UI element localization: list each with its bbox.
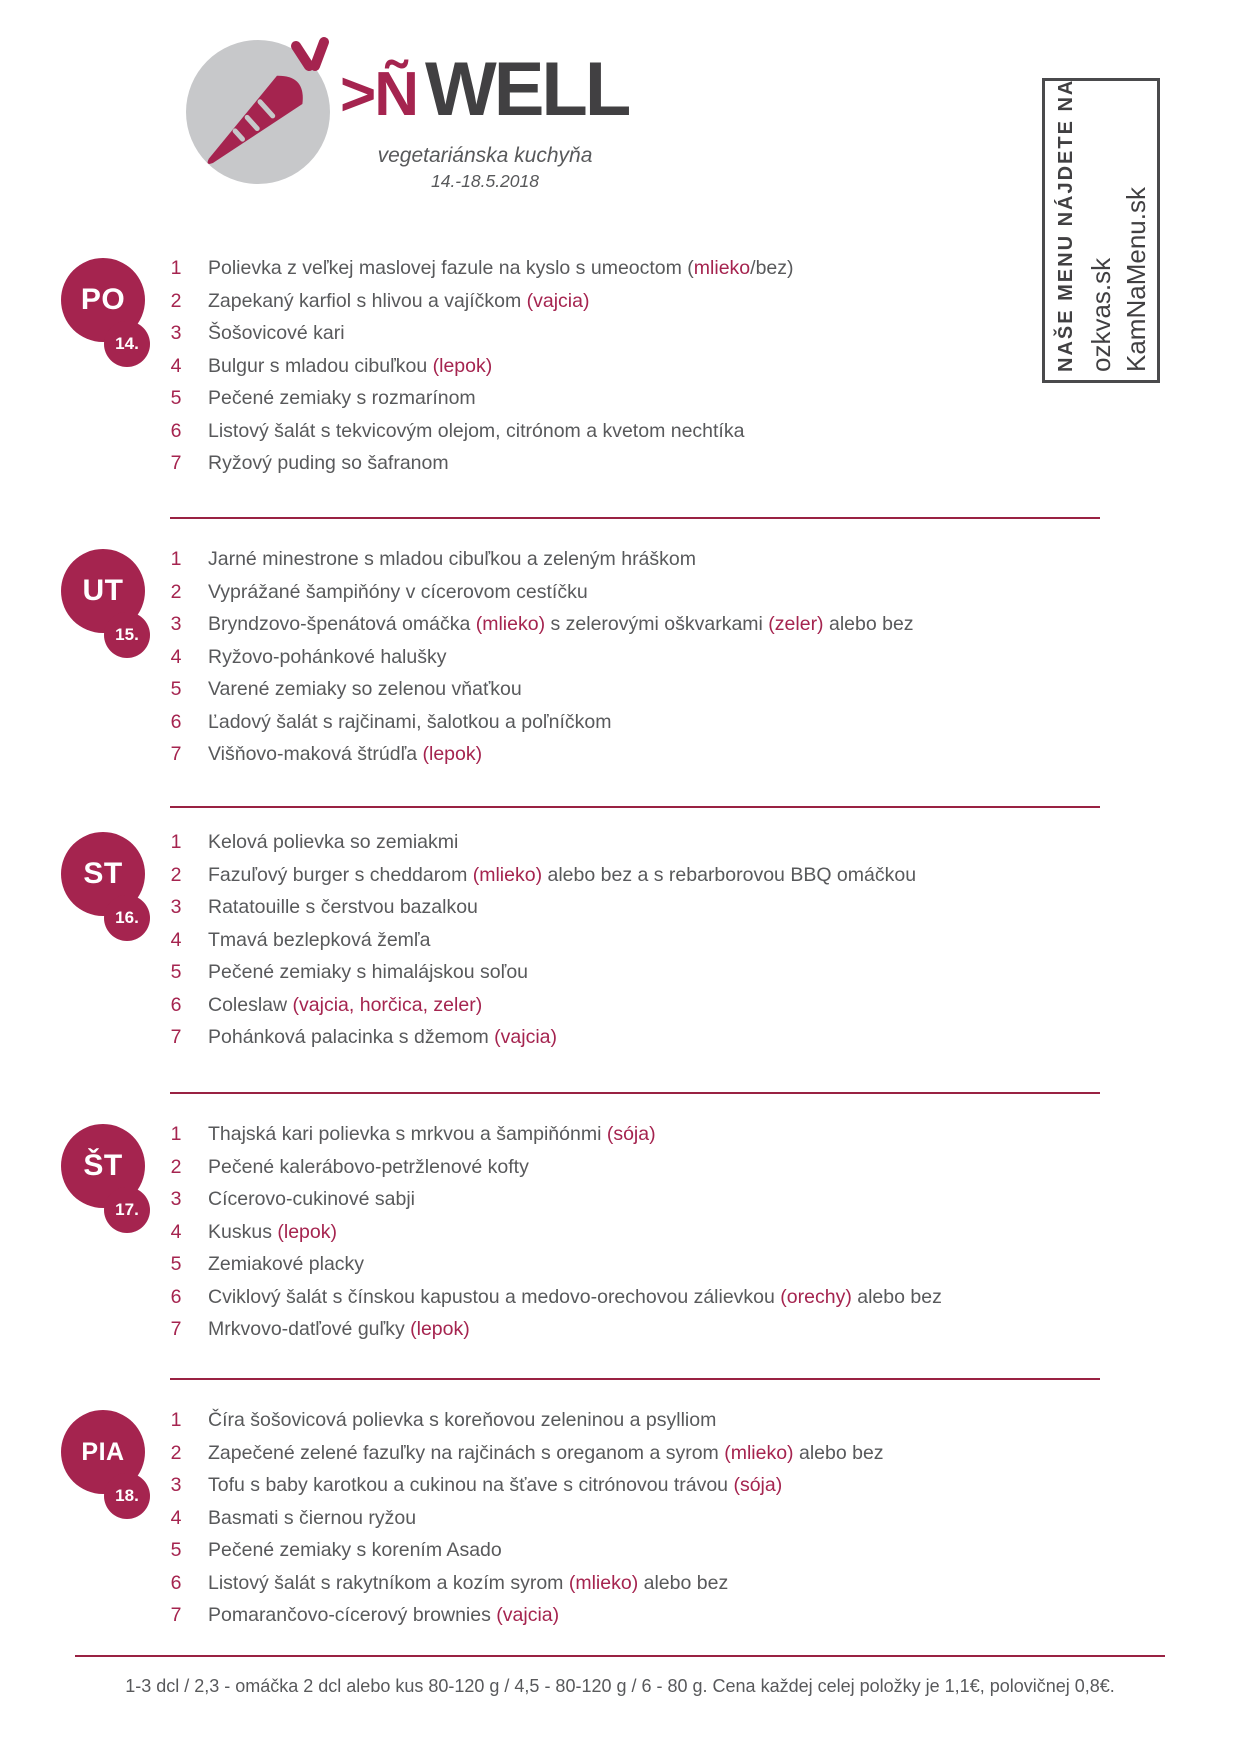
menu-item-row: [161, 1118, 656, 1151]
day-badge-date: [104, 1187, 150, 1233]
carrot-icon: [178, 30, 340, 192]
item-text: [208, 581, 588, 604]
block-divider: [170, 806, 1100, 808]
website-link-ozkvas: ozkvas.sk: [1086, 257, 1116, 372]
day-date-label: 17.: [115, 1200, 139, 1219]
day-badge-date: [104, 895, 150, 941]
item-text-segment: Zapečené zelené fazuľky na rajčinách s oreganom a syrom: [208, 1441, 725, 1464]
allergen-note: (vajcia): [496, 1604, 560, 1626]
website-link-kamnamenu: KamNaMenu.sk: [1121, 187, 1151, 372]
day-date-label: 18.: [115, 1486, 139, 1505]
item-number: 1: [170, 257, 182, 279]
item-text: [208, 646, 446, 669]
day-badge-date: [104, 321, 150, 367]
item-text-segment: Listový šalát s tekvicovým olejom, citrónom a kvetom nechtíka: [208, 419, 745, 442]
day-label: PIA: [81, 1437, 125, 1466]
item-number: 6: [170, 993, 182, 1016]
menu-item-row: [161, 1404, 716, 1437]
allergen-note: (vajcia): [526, 289, 590, 312]
item-text-segment: Ratatouille s čerstvou bazalkou: [208, 896, 478, 918]
item-number: 4: [170, 1220, 182, 1243]
menu-item-row: [161, 1313, 470, 1346]
day-label: PO: [80, 283, 126, 316]
allergen-note: (sója): [606, 1123, 656, 1145]
item-text-segment: Pečené kalerábovo-petržlenové kofty: [208, 1155, 529, 1178]
logo-subtitle: vegetariánska kuchyňa: [377, 144, 593, 167]
item-text-segment: Vyprážané šampiňóny v cícerovom cestíčku: [208, 580, 588, 603]
item-number: 4: [170, 928, 182, 951]
item-number: 6: [170, 419, 182, 442]
item-text: [208, 355, 492, 378]
allergen-note: (vajcia, horčica, zeler): [292, 993, 483, 1016]
menu-item-row: [161, 1469, 782, 1502]
item-number: 3: [170, 322, 182, 344]
item-text-segment: Jarné minestrone s mladou cibuľkou a zeleným hráškom: [208, 548, 696, 570]
item-text-segment: alebo bez a s rebarborovou BBQ omáčkou: [542, 863, 917, 886]
item-text-segment: Pečené zemiaky s himalájskou soľou: [208, 961, 529, 983]
item-text-segment: Zemiakové placky: [208, 1253, 365, 1275]
item-text-segment: Šošovicové kari: [208, 322, 345, 344]
item-text: [208, 1221, 337, 1244]
menu-item-row: [161, 641, 446, 674]
menu-item-row: [161, 989, 482, 1022]
item-text: [208, 322, 345, 345]
item-number: 1: [170, 1409, 182, 1431]
menu-item-row: [161, 673, 522, 706]
item-text-segment: Pečené zemiaky s korením Asado: [208, 1539, 502, 1561]
menu-item-row: [161, 706, 611, 739]
item-text: [208, 1286, 942, 1309]
item-text: [208, 831, 458, 854]
item-number: 6: [170, 710, 182, 733]
item-number: 1: [170, 831, 182, 853]
item-text: [208, 257, 794, 280]
item-text-segment: Kuskus: [208, 1220, 278, 1243]
menu-item-row: [161, 543, 696, 576]
menu-item-row: [161, 317, 345, 350]
item-text: [208, 678, 522, 701]
allergen-note: (sója): [733, 1474, 783, 1496]
item-text: [208, 743, 482, 766]
item-text: [208, 452, 449, 475]
allergen-note: mlieko: [693, 257, 751, 279]
item-text: [208, 711, 611, 734]
item-text-segment: Tofu s baby karotkou a cukinou na šťave s citrónovou trávou: [208, 1474, 734, 1496]
menu-item-row: [161, 382, 476, 415]
menu-item-row: [161, 1534, 502, 1567]
menu-item-row: [161, 891, 478, 924]
day-label: ST: [83, 857, 123, 890]
item-number: 4: [170, 1506, 182, 1529]
item-text: [208, 1156, 529, 1179]
item-text-segment: Číra šošovicová polievka s koreňovou zeleninou a psylliom: [208, 1409, 717, 1431]
item-number: 2: [170, 289, 182, 312]
item-number: 4: [170, 354, 182, 377]
item-text-segment: Ľadový šalát s rajčinami, šalotkou a poľníčkom: [208, 710, 612, 733]
item-text: [208, 1474, 782, 1497]
item-number: 5: [170, 678, 182, 700]
item-text: [208, 994, 482, 1017]
menu-item-row: [161, 859, 916, 892]
menu-item-row: [161, 1248, 364, 1281]
menu-item-row: [161, 252, 794, 285]
item-text: [208, 420, 744, 443]
item-text-segment: Kelová polievka so zemiakmi: [208, 831, 459, 853]
item-number: 2: [170, 1155, 182, 1178]
item-number: 7: [170, 743, 182, 765]
allergen-note: (mlieko): [568, 1571, 639, 1594]
footer-divider: [75, 1655, 1165, 1657]
item-text-segment: Mrkvovo-datľové guľky: [208, 1318, 411, 1340]
item-number: 7: [170, 452, 182, 474]
item-text-segment: Varené zemiaky so zelenou vňaťkou: [208, 678, 522, 700]
menu-item-row: [161, 1567, 728, 1600]
item-text-segment: Bryndzovo-špenátová omáčka: [208, 613, 476, 635]
menu-item-row: [161, 1599, 559, 1632]
allergen-note: (lepok): [432, 354, 493, 377]
day-date-label: 14.: [115, 334, 139, 353]
item-number: 5: [170, 1253, 182, 1275]
find-menu-box: [1042, 78, 1160, 383]
item-number: 3: [170, 613, 182, 635]
item-number: 2: [170, 580, 182, 603]
allergen-note: (orechy): [780, 1285, 852, 1308]
block-divider: [170, 1092, 1100, 1094]
item-text-segment: Ryžovo-pohánkové halušky: [208, 645, 447, 668]
item-text: [208, 613, 914, 636]
menu-item-row: [161, 826, 458, 859]
item-number: 3: [170, 1474, 182, 1496]
item-text: [208, 1123, 656, 1146]
item-text: [208, 1604, 559, 1627]
item-text-segment: Basmati s čiernou ryžou: [208, 1506, 417, 1529]
menu-item-row: [161, 924, 430, 957]
item-text-segment: Polievka z veľkej maslovej fazule na kyslo s umeoctom (: [208, 257, 694, 279]
allergen-note: (lepok): [277, 1220, 337, 1243]
item-text-segment: Cviklový šalát s čínskou kapustou a medovo-orechovou zálievkou: [208, 1285, 781, 1308]
item-number: 4: [170, 645, 182, 668]
item-number: 5: [170, 1539, 182, 1561]
item-text: [208, 1026, 557, 1049]
item-number: 7: [170, 1604, 182, 1626]
menu-item-row: [161, 956, 528, 989]
item-text: [208, 929, 430, 952]
item-number: 7: [170, 1026, 182, 1048]
menu-item-row: [161, 1216, 337, 1249]
menu-item-row: [161, 1021, 557, 1054]
item-text-segment: s zelerovými oškvarkami: [545, 613, 769, 635]
item-text: [208, 387, 476, 410]
item-text: [208, 1318, 470, 1341]
allergen-note: (lepok): [410, 1318, 470, 1340]
item-text-segment: Višňovo-maková štrúdľa: [208, 743, 423, 765]
item-text-segment: alebo bez: [793, 1441, 884, 1464]
allergen-note: (vajcia): [494, 1026, 558, 1048]
block-divider: [170, 517, 1100, 519]
item-text-segment: Ryžový puding so šafranom: [208, 452, 449, 474]
item-number: 2: [170, 1441, 182, 1464]
item-text: [208, 290, 589, 313]
menu-item-row: [161, 738, 482, 771]
brand-name: WELL: [424, 47, 629, 132]
brand-prefix: >Ñ: [340, 60, 417, 129]
find-menu-heading: NAŠE MENU NÁJDETE NA: [1055, 78, 1077, 372]
item-text-segment: alebo bez: [638, 1571, 729, 1594]
menu-item-row: [161, 1183, 415, 1216]
item-number: 3: [170, 1188, 182, 1210]
item-text-segment: Tmavá bezlepková žemľa: [208, 928, 431, 951]
item-text: [208, 1188, 415, 1211]
item-text-segment: Pečené zemiaky s rozmarínom: [208, 387, 476, 409]
item-text-segment: alebo bez: [851, 1285, 942, 1308]
item-text-segment: Listový šalát s rakytníkom a kozím syrom: [208, 1571, 569, 1594]
menu-item-row: [161, 608, 914, 641]
item-number: 5: [170, 961, 182, 983]
item-text-segment: Thajská kari polievka s mrkvou a šampiňónmi: [208, 1123, 607, 1145]
item-number: 1: [170, 1123, 182, 1145]
footer-note: 1-3 dcl / 2,3 - omáčka 2 dcl alebo kus 80-120 g / 4,5 - 80-120 g / 6 - 80 g. Cena každej celej položky je 1,1€, polovičnej 0,8€.: [125, 1676, 1115, 1696]
item-text-segment: Zapekaný karfiol s hlivou a vajíčkom: [208, 289, 527, 312]
day-date-label: 16.: [115, 908, 139, 927]
item-text: [208, 1409, 716, 1432]
item-number: 6: [170, 1285, 182, 1308]
item-text: [208, 1253, 364, 1276]
item-number: 1: [170, 548, 182, 570]
day-badge-date: [104, 1473, 150, 1519]
item-text-segment: Pohánková palacinka s džemom: [208, 1026, 495, 1048]
item-text-segment: Cícerovo-cukinové sabji: [208, 1188, 416, 1210]
item-text-segment: Fazuľový burger s cheddarom: [208, 863, 473, 886]
block-divider: [170, 1378, 1100, 1380]
menu-item-row: [161, 350, 492, 383]
menu-item-row: [161, 1502, 416, 1535]
item-number: 2: [170, 863, 182, 886]
item-text: [208, 1539, 502, 1562]
allergen-note: (zeler): [768, 613, 824, 635]
allergen-note: (mlieko): [472, 863, 543, 886]
find-menu-box-inner: [1045, 78, 1157, 380]
day-date-label: 15.: [115, 625, 139, 644]
item-text: [208, 896, 478, 919]
menu-date-range: 14.-18.5.2018: [430, 171, 539, 191]
item-text: [208, 1442, 884, 1465]
day-badge-date: [104, 612, 150, 658]
item-number: 3: [170, 896, 182, 918]
item-number: 6: [170, 1571, 182, 1594]
menu-item-row: [161, 415, 744, 448]
day-label: UT: [82, 574, 124, 607]
menu-item-row: [161, 1281, 942, 1314]
item-number: 7: [170, 1318, 182, 1340]
item-text-segment: Coleslaw: [208, 993, 293, 1016]
item-text: [208, 548, 696, 571]
menu-item-row: [161, 285, 589, 318]
menu-item-row: [161, 576, 588, 609]
item-text: [208, 1572, 728, 1595]
allergen-note: (mlieko): [475, 613, 546, 635]
day-label: ŠT: [83, 1149, 123, 1182]
brand-logo: [340, 46, 628, 133]
item-text-segment: Bulgur s mladou cibuľkou: [208, 354, 433, 377]
item-text-segment: alebo bez: [823, 613, 914, 635]
item-number: 5: [170, 387, 182, 409]
item-text: [208, 961, 528, 984]
menu-item-row: [161, 447, 449, 480]
item-text-segment: Pomarančovo-cícerový brownies: [208, 1604, 497, 1626]
item-text: [208, 1507, 416, 1530]
menu-item-row: [161, 1151, 529, 1184]
menu-item-row: [161, 1437, 884, 1470]
item-text-segment: /bez): [750, 257, 794, 279]
item-text: [208, 864, 916, 887]
allergen-note: (lepok): [422, 743, 483, 765]
allergen-note: (mlieko): [724, 1441, 794, 1464]
